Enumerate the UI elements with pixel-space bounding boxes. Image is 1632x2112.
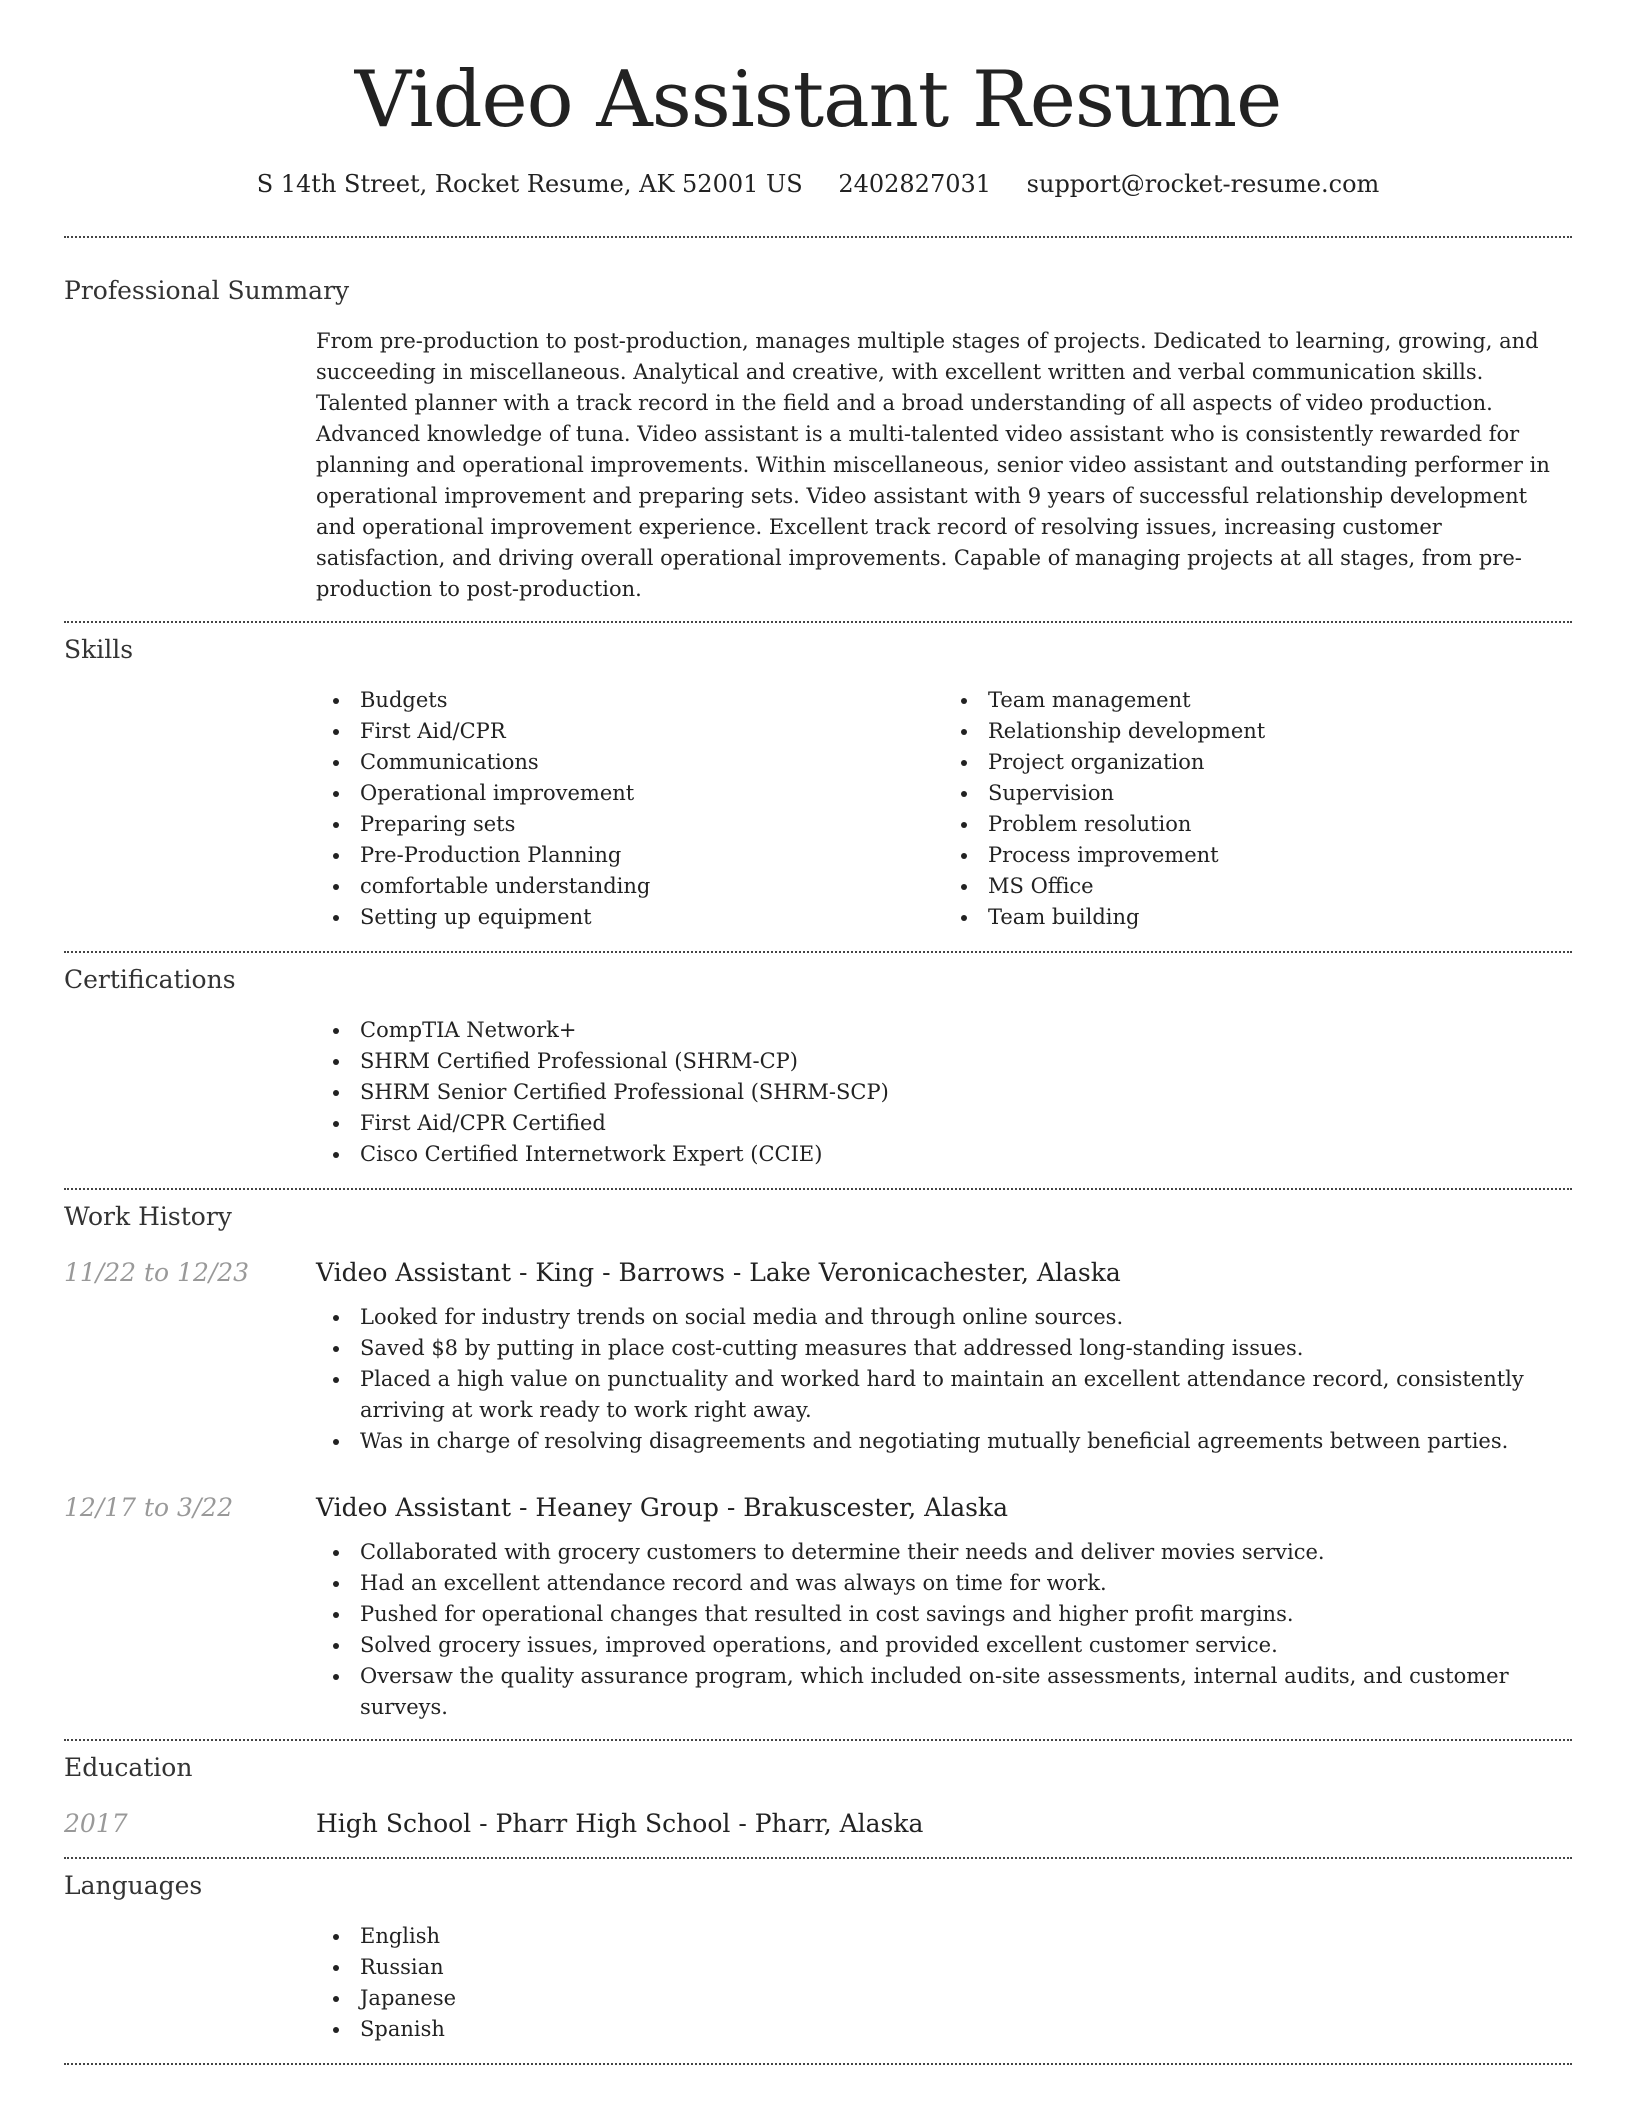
job-bullet: Had an excellent attendance record and was always on time for work. — [360, 1568, 1572, 1599]
job-dates: 12/17 to 3/22 — [64, 1493, 234, 1522]
work-heading: Work History — [64, 1202, 232, 1231]
certifications-heading: Certifications — [64, 965, 236, 994]
summary-heading: Professional Summary — [64, 276, 350, 305]
language-item: Spanish — [360, 2014, 1572, 2045]
skills-list-left — [316, 685, 944, 933]
summary-text: From pre-production to post-production, manages multiple stages of projects. Dedicated to learning, growing, and succeeding in miscellaneous. Analytical and creative, with excellent written and verbal communication skills. Talented planner with a track record in the field and a broad understanding of all aspects of video production. Advanced knowledge of tuna. Video assistant is a multi-talented video assistant who is consistently rewarded for planning and operational improvements. Within miscellaneous, senior video assistant and outstanding performer in operational improvement and preparing sets. Video assistant with 9 years of successful relationship development and operational improvement experience. Excellent track record of resolving issues, increasing customer satisfaction, and driving overall operational improvements. Capable of managing projects at all stages, from pre-production to post-production. — [316, 329, 1550, 601]
job-header — [64, 1256, 1572, 1290]
job-bullet: Saved $8 by putting in place cost-cutting measures that addressed long-standing issues. — [360, 1333, 1572, 1364]
resume-title: Video Assistant Resume — [354, 55, 1282, 145]
skill-item: Operational improvement — [360, 778, 944, 809]
skill-item: Budgets — [360, 685, 944, 716]
job-bullet: Placed a high value on punctuality and worked hard to maintain an excellent attendance record, consistently arriving at work ready to work right away. — [360, 1364, 1572, 1426]
contact-address: S 14th Street, Rocket Resume, AK 52001 US — [256, 170, 803, 198]
skill-item: Relationship development — [988, 716, 1572, 747]
resume-page — [64, 0, 1572, 2065]
education-entry — [64, 1807, 1572, 1841]
skill-item: Setting up equipment — [360, 902, 944, 933]
job-header — [64, 1491, 1572, 1525]
contact-line — [64, 168, 1572, 200]
job-details — [316, 1302, 1572, 1457]
skill-item: comfortable understanding — [360, 871, 944, 902]
job-bullet-list — [316, 1537, 1572, 1723]
skill-item: Team management — [988, 685, 1572, 716]
skill-item: Team building — [988, 902, 1572, 933]
skill-item: Preparing sets — [360, 809, 944, 840]
language-item: Japanese — [360, 1983, 1572, 2014]
skill-item: Communications — [360, 747, 944, 778]
certification-item: CompTIA Network+ — [360, 1015, 1572, 1046]
skills-heading: Skills — [64, 635, 134, 664]
certification-item: Cisco Certified Internetwork Expert (CCIE) — [360, 1139, 1572, 1170]
job-bullet-list — [316, 1302, 1572, 1457]
language-item: Russian — [360, 1952, 1572, 1983]
job-bullet: Collaborated with grocery customers to determine their needs and deliver movies service. — [360, 1537, 1572, 1568]
skill-item: Problem resolution — [988, 809, 1572, 840]
certification-item: First Aid/CPR Certified — [360, 1108, 1572, 1139]
certifications-content — [316, 1015, 1572, 1170]
certifications-section — [64, 953, 1572, 1170]
skill-item: MS Office — [988, 871, 1572, 902]
summary-section — [64, 238, 1572, 605]
divider — [64, 2063, 1572, 2065]
job-bullet: Pushed for operational changes that resulted in cost savings and higher profit margins. — [360, 1599, 1572, 1630]
job-bullet: Solved grocery issues, improved operations, and provided excellent customer service. — [360, 1630, 1572, 1661]
skill-item: Project organization — [988, 747, 1572, 778]
job-dates: 11/22 to 12/23 — [64, 1258, 250, 1287]
education-year: 2017 — [64, 1809, 128, 1838]
skill-item: Process improvement — [988, 840, 1572, 871]
skills-columns — [316, 685, 1572, 933]
languages-content — [316, 1921, 1572, 2045]
job-bullet: Oversaw the quality assurance program, which included on-site assessments, internal audits, and customer surveys. — [360, 1661, 1572, 1723]
language-item: English — [360, 1921, 1572, 1952]
job-title: Video Assistant - King - Barrows - Lake Veronicachester, Alaska — [316, 1258, 1121, 1287]
certification-item: SHRM Certified Professional (SHRM-CP) — [360, 1046, 1572, 1077]
languages-heading: Languages — [64, 1871, 203, 1900]
job-title: Video Assistant - Heaney Group - Brakuscester, Alaska — [316, 1493, 1008, 1522]
skill-item: Supervision — [988, 778, 1572, 809]
education-heading: Education — [64, 1753, 193, 1782]
skills-list-right — [944, 685, 1572, 933]
job-bullet: Was in charge of resolving disagreements and negotiating mutually beneficial agreements between parties. — [360, 1426, 1572, 1457]
education-title: High School - Pharr High School - Pharr, Alaska — [316, 1809, 924, 1838]
languages-section — [64, 1859, 1572, 2045]
languages-list — [316, 1921, 1572, 2045]
contact-phone: 2402827031 — [838, 170, 992, 198]
job-details — [316, 1537, 1572, 1723]
job-bullet: Looked for industry trends on social media and through online sources. — [360, 1302, 1572, 1333]
education-section — [64, 1741, 1572, 1841]
skill-item: Pre-Production Planning — [360, 840, 944, 871]
skill-item: First Aid/CPR — [360, 716, 944, 747]
work-section — [64, 1190, 1572, 1723]
contact-email: support@rocket-resume.com — [1026, 170, 1380, 198]
certifications-list — [316, 1015, 1572, 1170]
skills-section — [64, 623, 1572, 933]
certification-item: SHRM Senior Certified Professional (SHRM-SCP) — [360, 1077, 1572, 1108]
